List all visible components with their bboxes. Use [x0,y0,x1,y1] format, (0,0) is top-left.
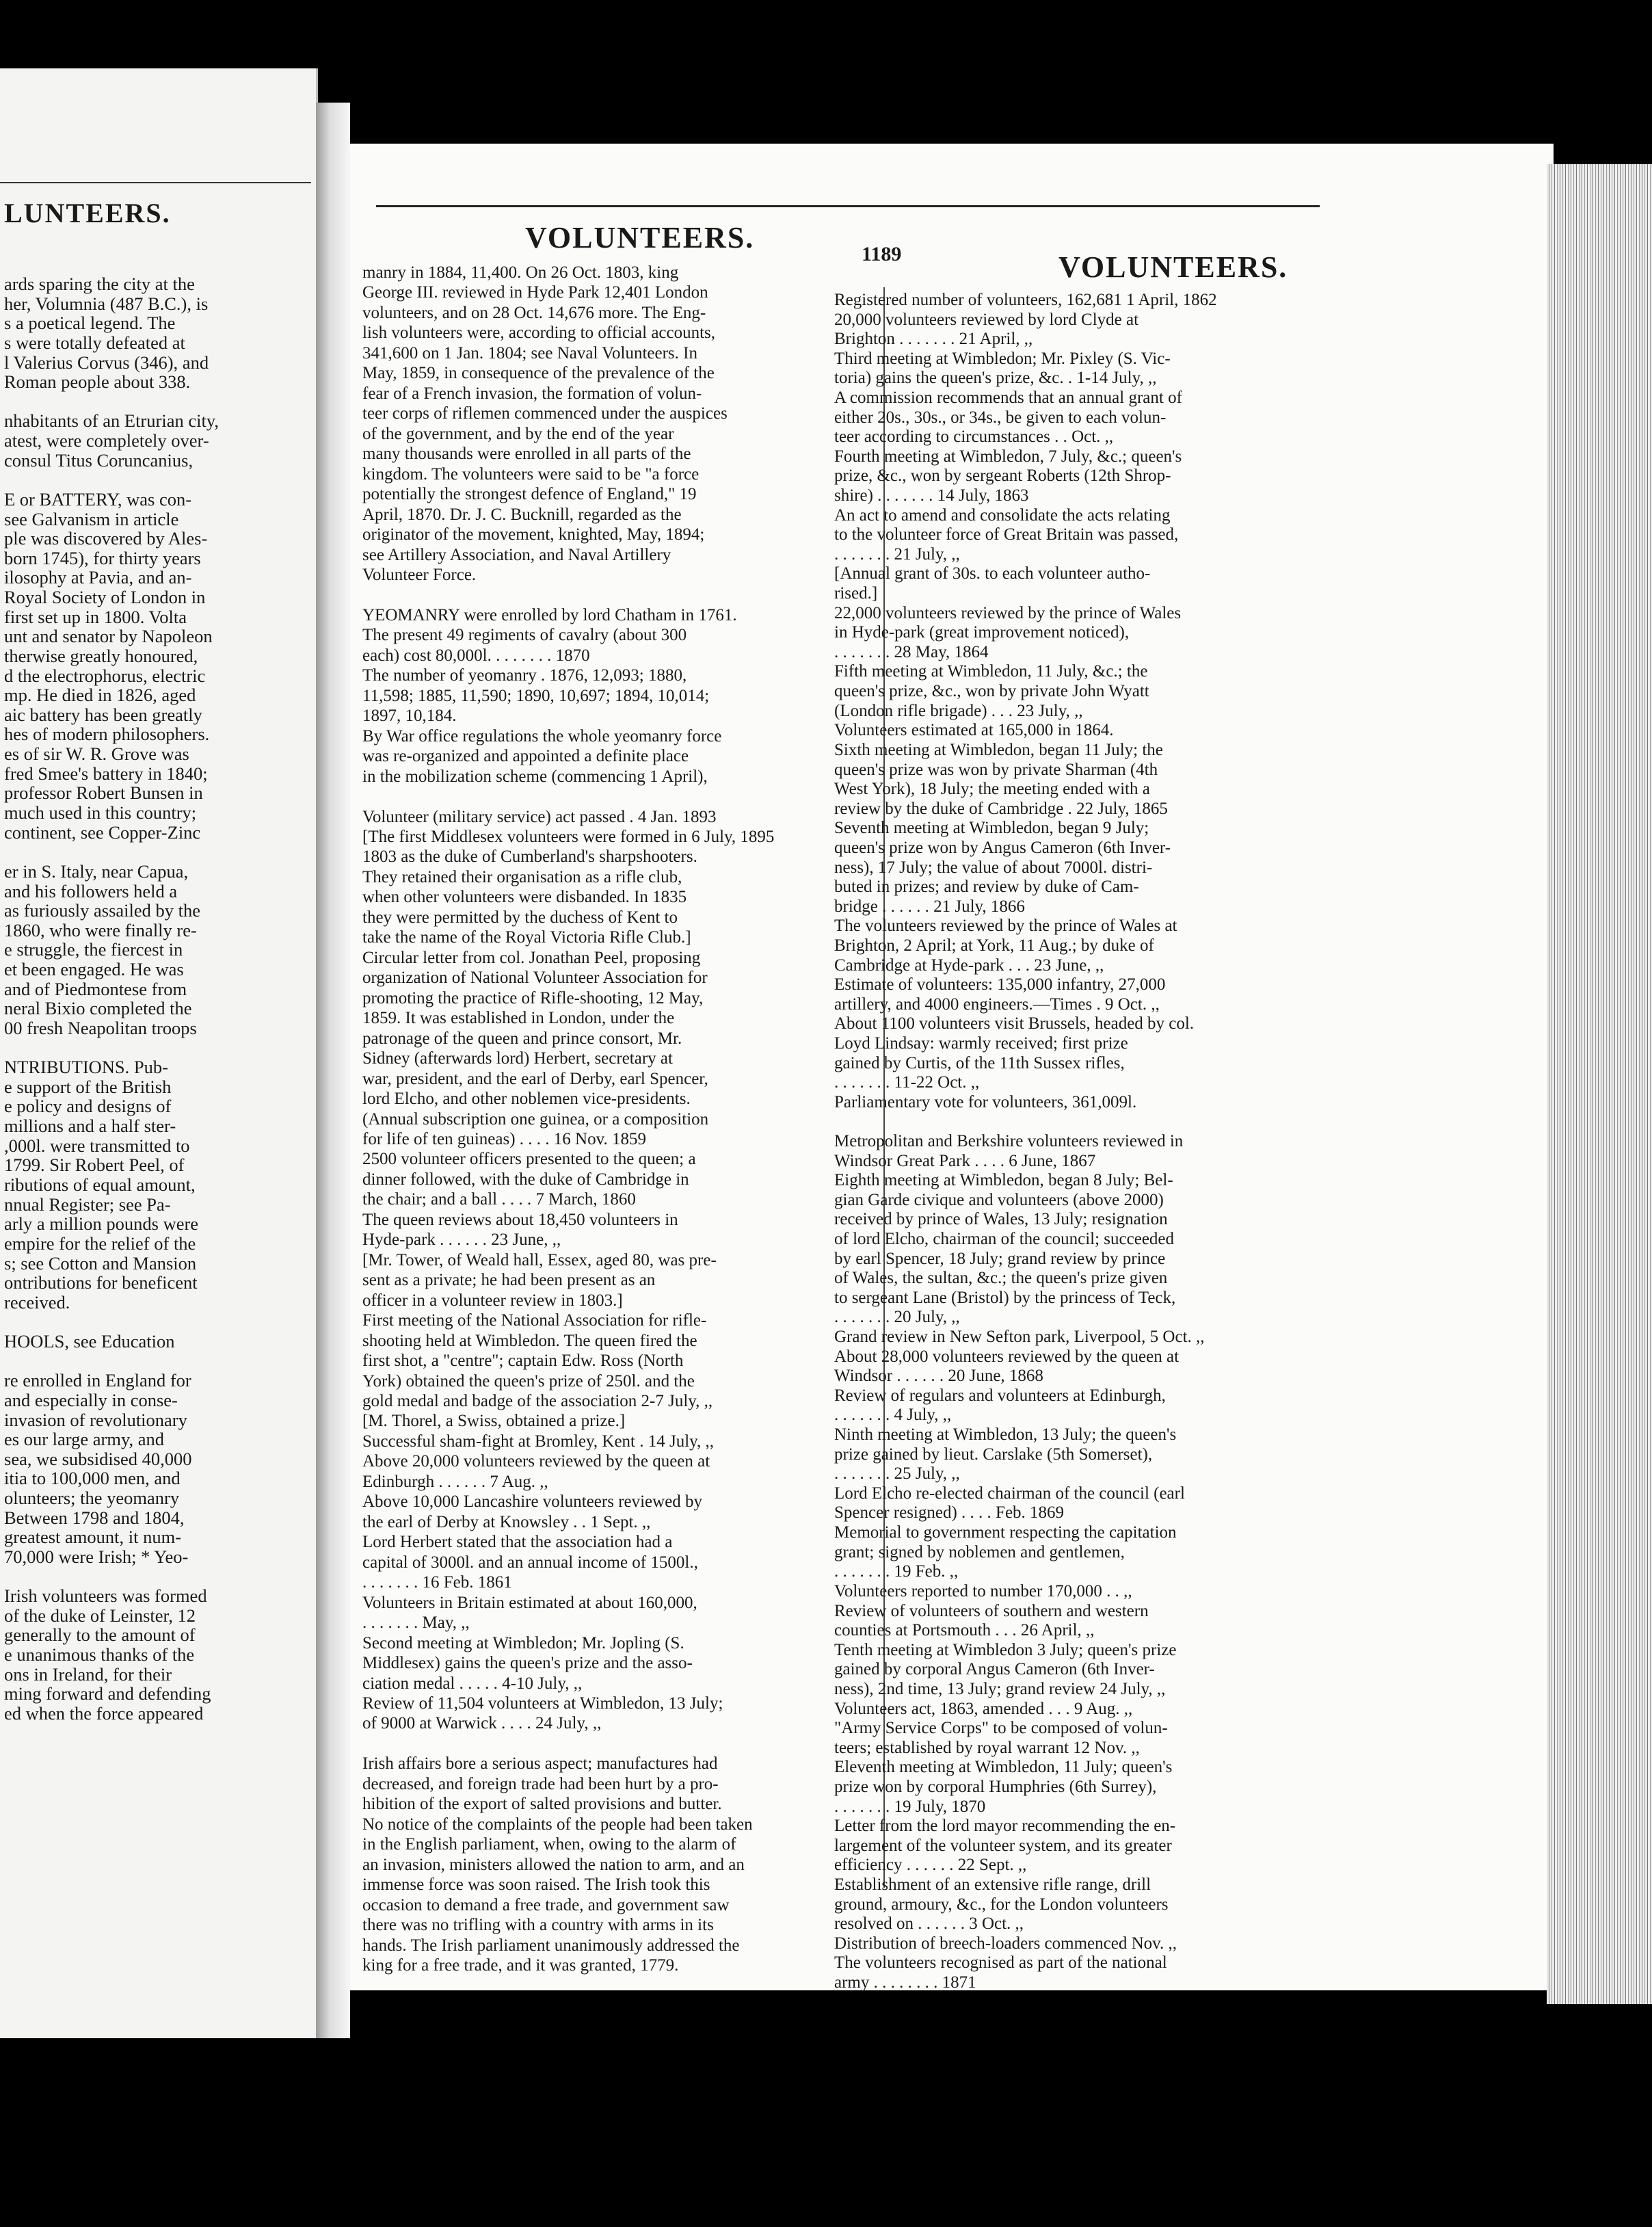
header-rule [376,205,1320,207]
previous-page-line: born 1745), for thirty years [4,547,201,568]
text-line: Edinburgh . . . . . . 7 Aug. ,, [362,1472,548,1491]
text-line: Irish affairs bore a serious aspect; manufactures had [362,1754,718,1774]
previous-page-line: greatest amount, it num- [4,1527,182,1548]
text-line: decreased, and foreign trade had been hurt by a pro- [362,1774,719,1793]
previous-page-line: HOOLS, see Education [4,1331,175,1352]
text-line: Grand review in New Sefton park, Liverpool, 5 Oct. ,, [834,1328,1205,1347]
text-line: occasion to demand a free trade, and government saw [362,1895,730,1914]
text-line: in the English parliament, when, owing to the alarm of [362,1835,736,1854]
text-line: Seventh meeting at Wimbledon, began 9 July; [834,819,1149,838]
text-line: lord Elcho, and other noblemen vice-presidents. [362,1090,691,1109]
previous-page-line: therwise greatly honoured, [4,645,198,666]
text-line: Circular letter from col. Jonathan Peel, proposing [362,948,701,967]
text-line: resolved on . . . . . . 3 Oct. ,, [834,1914,1024,1934]
text-line: . . . . . . . 25 July, ,, [834,1464,960,1484]
previous-page-line: NTRIBUTIONS. Pub- [4,1057,168,1078]
text-line: Establishment of an extensive rifle range, drill [834,1875,1151,1894]
text-line: gained by corporal Angus Cameron (6th Inver- [834,1660,1155,1679]
text-line: there was no trifling with a country with arms in its [362,1916,714,1935]
text-line: 1897, 10,184. [362,707,457,726]
text-line: buted in prizes; and review by duke of Cam- [834,878,1139,897]
text-line: volunteers, and on 28 Oct. 14,676 more. The Eng- [362,303,706,322]
text-line: ness), 2nd time, 13 July; grand review 24 July, ,, [834,1679,1166,1698]
previous-page-line: invasion of revolutionary [4,1409,187,1430]
text-line: Windsor . . . . . . 20 June, 1868 [834,1367,1043,1386]
text-line: an invasion, ministers allowed the nation to arm, and an [362,1855,745,1874]
previous-page-line: ards sparing the city at the [4,274,195,294]
previous-page-line: Irish volunteers was formed [4,1585,207,1607]
text-line: gained by Curtis, of the 11th Sussex rifles, [834,1053,1125,1072]
text-line: Third meeting at Wimbledon; Mr. Pixley (S. Vic- [834,349,1171,368]
previous-page-line: E or BATTERY, was con- [4,488,192,510]
text-line: ground, armoury, &c., for the London volunteers [834,1895,1169,1914]
text-line: gold medal and badge of the association 2-7 July, ,, [362,1392,713,1410]
text-line: By War office regulations the whole yeomanry force [362,726,722,746]
previous-page-line: aic battery has been greatly [4,704,202,725]
text-line: prize won by corporal Humphries (6th Surrey), [834,1777,1157,1796]
page-number: 1189 [862,243,902,265]
text-line: received by prince of Wales, 13 July; resignation [834,1210,1168,1229]
text-line: was re-organized and appointed a definite place [362,747,689,766]
text-line: kingdom. The volunteers were said to be "a force [362,464,700,484]
previous-page-line: mp. He died in 1826, aged [4,685,196,706]
text-line: each) cost 80,000l. . . . . . . . 1870 [362,646,590,665]
text-line: shire) . . . . . . . 14 July, 1863 [834,486,1029,505]
text-line: Eighth meeting at Wimbledon, began 8 July; Bel- [834,1171,1173,1190]
text-line: teer according to circumstances . . Oct. ,, [834,427,1114,447]
previous-page-line: ilosophy at Pavia, and an- [4,567,192,588]
previous-page-line: Roman people about 338. [4,371,191,393]
text-line: review by the duke of Cambridge . 22 July, 1865 [834,799,1168,818]
text-line: Above 10,000 Lancashire volunteers reviewed by [362,1492,703,1512]
text-line: Memorial to government respecting the capitation [834,1523,1177,1542]
text-line: Distribution of breech-loaders commenced Nov. ,, [834,1934,1177,1953]
previous-page-line: ming forward and defending [4,1683,211,1704]
previous-page [0,68,318,2038]
text-line: for life of ten guineas) . . . . 16 Nov. 1859 [362,1129,646,1148]
text-line: Review of regulars and volunteers at Edinburgh, [834,1386,1166,1405]
text-line: 11,598; 1885, 11,590; 1890, 10,697; 1894, 10,014; [362,686,710,705]
text-line: Letter from the lord mayor recommending the en- [834,1817,1176,1836]
text-line: West York), 18 July; the meeting ended with a [834,780,1150,799]
text-line: rised.] [834,584,878,603]
previous-page-line: et been engaged. He was [4,959,184,980]
previous-page-line: much used in this country; [4,802,197,823]
text-line: Metropolitan and Berkshire volunteers reviewed in [834,1132,1184,1150]
previous-page-line: of the duke of Leinster, 12 [4,1605,196,1626]
text-line: . . . . . . . May, ,, [362,1613,470,1633]
text-line: ciation medal . . . . . 4-10 July, ,, [362,1674,583,1693]
previous-page-line: arly a million pounds were [4,1213,199,1235]
text-line: York) obtained the queen's prize of 250l. and the [362,1371,695,1391]
previous-page-line: e unanimous thanks of the [4,1644,195,1665]
text-line: About 28,000 volunteers reviewed by the queen at [834,1347,1180,1366]
book-gutter [316,103,350,2038]
text-line: the earl of Derby at Knowsley . . 1 Sept. ,, [362,1512,651,1531]
previous-page-line: ple was discovered by Ales- [4,528,208,549]
previous-page-line: generally to the amount of [4,1624,196,1646]
previous-page-line: ed when the force appeared [4,1703,204,1724]
text-line: Loyd Lindsay: warmly received; first prize [834,1033,1128,1053]
text-line: queen's prize, &c., won by private John Wyatt [834,682,1149,701]
previous-page-line: 1860, who were finally re- [4,919,197,940]
text-line: manry in 1884, 11,400. On 26 Oct. 1803, king [362,263,679,282]
text-line: hands. The Irish parliament unanimously addressed the [362,1936,740,1955]
text-line: sent as a private; he had been present as an [362,1271,656,1290]
previous-page-line: l Valerius Corvus (346), and [4,352,209,373]
text-line: Registered number of volunteers, 162,681 1 April, 1862 [834,291,1217,309]
text-line: grant; signed by noblemen and gentlemen, [834,1542,1125,1561]
previous-page-line: see Galvanism in article [4,508,179,529]
text-line: Ninth meeting at Wimbledon, 13 July; the queen's [834,1425,1177,1445]
text-line: First meeting of the National Association for rifle- [362,1311,707,1330]
text-line: the chair; and a ball . . . . 7 March, 1860 [362,1190,636,1209]
previous-page-line: and especially in conse- [4,1389,178,1410]
text-line: . . . . . . . 4 July, ,, [834,1406,952,1425]
text-line: efficiency . . . . . . 22 Sept. ,, [834,1856,1027,1875]
text-line: to sergeant Lane (Bristol) by the princess of Teck, [834,1288,1176,1307]
text-line: Cambridge at Hyde-park . . . 23 June, ,, [834,956,1104,975]
text-line: Successful sham-fight at Bromley, Kent . 14 July, ,, [362,1432,715,1451]
text-line: Volunteer (military service) act passed . 4 Jan. 1893 [362,807,717,826]
text-line: About 1100 volunteers visit Brussels, headed by col. [834,1014,1195,1033]
previous-page-line: consul Titus Coruncanius, [4,449,194,471]
text-line: counties at Portsmouth . . . 26 April, ,, [834,1621,1095,1640]
text-line: Above 20,000 volunteers reviewed by the queen at [362,1452,710,1471]
text-line: war, president, and the earl of Derby, earl Spencer, [362,1069,708,1088]
text-line: The volunteers recognised as part of the national [834,1953,1167,1973]
previous-page-line: as furiously assailed by the [4,900,201,921]
text-line: [The first Middlesex volunteers were formed in 6 July, 1895 [362,828,775,846]
previous-page-line: s; see Cotton and Mansion [4,1252,197,1274]
text-line: [Mr. Tower, of Weald hall, Essex, aged 80, was pre- [362,1250,717,1269]
previous-page-line: s a poetical legend. The [4,313,176,334]
text-line: April, 1870. Dr. J. C. Bucknill, regarded as the [362,505,682,524]
text-line: YEOMANRY were enrolled by lord Chatham in 1761. [362,605,737,624]
text-line: George III. reviewed in Hyde Park 12,401 London [362,283,708,302]
text-line: An act to amend and consolidate the acts relating [834,505,1171,525]
text-line: of lord Elcho, chairman of the council; succeeded [834,1230,1175,1249]
text-line: Volunteers reported to number 170,000 . . ,, [834,1581,1132,1600]
text-line: dinner followed, with the duke of Cambridge in [362,1170,689,1189]
text-line: [Annual grant of 30s. to each volunteer autho- [834,564,1151,583]
text-line: to the volunteer force of Great Britain was passed, [834,525,1179,544]
text-line: . . . . . . . 28 May, 1864 [834,642,989,661]
text-line: 22,000 volunteers reviewed by the prince of Wales [834,603,1182,622]
previous-page-line: millions and a half ster- [4,1116,176,1137]
previous-page-line: 00 fresh Neapolitan troops [4,1017,197,1038]
text-line: Second meeting at Wimbledon; Mr. Jopling (S. [362,1633,684,1652]
text-line: teer corps of riflemen commenced under the auspices [362,404,728,423]
text-line: Fourth meeting at Wimbledon, 7 July, &c.; queen's [834,447,1182,466]
text-line: Volunteers in Britain estimated at about 160,000, [362,1593,697,1612]
previous-page-line: e policy and designs of [4,1096,172,1117]
text-line: Fifth meeting at Wimbledon, 11 July, &c.; the [834,662,1148,681]
previous-page-line: 70,000 were Irish; * Yeo- [4,1546,189,1567]
text-line: largement of the volunteer system, and its greater [834,1836,1172,1855]
previous-page-line: es our large army, and [4,1429,164,1450]
text-line: . . . . . . . 19 Feb. ,, [834,1562,959,1581]
previous-page-line: hes of modern philosophers. [4,724,210,745]
previous-page-line: re enrolled in England for [4,1370,191,1391]
text-line: teers; established by royal warrant 12 Nov. ,, [834,1738,1140,1757]
text-line: shooting held at Wimbledon. The queen fired the [362,1331,697,1350]
previous-page-line: ons in Ireland, for their [4,1663,172,1685]
text-line: Spencer resigned) . . . . Feb. 1869 [834,1503,1065,1523]
previous-page-line: olunteers; the yeomanry [4,1488,180,1509]
text-line: Hyde-park . . . . . . 23 June, ,, [362,1230,561,1250]
text-line: ness), 17 July; the value of about 7000l. distri- [834,858,1153,877]
text-line: army . . . . . . . . 1871 [834,1973,976,1992]
text-line: 341,600 on 1 Jan. 1804; see Naval Volunteers. In [362,343,697,363]
text-line: first shot, a "centre"; captain Edw. Ross (North [362,1352,684,1371]
text-line: prize gained by lieut. Carslake (5th Somerset), [834,1445,1153,1464]
text-line: . . . . . . . 16 Feb. 1861 [362,1573,512,1592]
text-line: The present 49 regiments of cavalry (about 300 [362,626,687,645]
text-line: The queen reviews about 18,450 volunteers in [362,1210,678,1229]
previous-page-line: continent, see Copper-Zinc [4,821,201,843]
text-line: Volunteers act, 1863, amended . . . 9 Aug. ,, [834,1699,1133,1718]
text-line: by earl Spencer, 18 July; grand review by prince [834,1249,1166,1268]
previous-page-line: and his followers held a [4,880,178,901]
text-line: fear of a French invasion, the formation of volun- [362,384,702,403]
text-line: many thousands were enrolled in all parts of the [362,445,691,464]
text-line: Tenth meeting at Wimbledon 3 July; queen's prize [834,1640,1177,1659]
text-line: of the government, and by the end of the year [362,424,674,443]
text-line: artillery, and 4000 engineers.—Times . 9 Oct. ,, [834,994,1160,1014]
previous-page-line: and of Piedmontese from [4,978,187,999]
text-line: 1859. It was established in London, under the [362,1009,675,1028]
previous-page-line: her, Volumnia (487 B.C.), is [4,293,209,314]
text-line: . . . . . . . 20 July, ,, [834,1308,960,1327]
previous-page-line: fred Smee's battery in 1840; [4,763,208,784]
previous-page-line: Royal Society of London in [4,587,206,608]
text-line: "Army Service Corps" to be composed of volun- [834,1719,1168,1738]
running-head-right: VOLUNTEERS. [1058,250,1288,284]
text-line: bridge . . . . . . 21 July, 1866 [834,897,1025,916]
previous-page-heading: LUNTEERS. [4,198,171,228]
text-line: Review of volunteers of southern and western [834,1601,1149,1620]
previous-page-line: ributions of equal amount, [4,1174,196,1195]
text-line: when other volunteers were disbanded. In 1835 [362,888,687,907]
text-line: They retained their organisation as a rifle club, [362,867,682,886]
text-line: patronage of the queen and prince consort, Mr. [362,1029,682,1048]
previous-page-line: unt and senator by Napoleon [4,626,213,647]
text-line: A commission recommends that an annual grant of [834,388,1182,408]
text-line: capital of 3000l. and an annual income of 1500l., [362,1553,698,1572]
text-line: lish volunteers were, according to official accounts, [362,324,716,343]
previous-page-line: e struggle, the fiercest in [4,939,183,960]
text-line: gian Garde civique and volunteers (above 2000) [834,1190,1164,1209]
text-line: queen's prize was won by private Sharman (4th [834,760,1158,779]
text-line: Volunteer Force. [362,565,477,584]
text-line: either 20s., 30s., or 34s., be given to each volun- [834,408,1167,427]
previous-page-line: sea, we subsidised 40,000 [4,1448,192,1469]
text-line: 2500 volunteer officers presented to the queen; a [362,1150,696,1169]
text-line: of Wales, the sultan, &c.; the queen's prize given [834,1269,1168,1288]
previous-page-line: atest, were completely over- [4,430,209,451]
previous-page-line: ,000l. were transmitted to [4,1135,190,1156]
previous-page-line: nhabitants of an Etrurian city, [4,410,219,432]
previous-page-line: Between 1798 and 1804, [4,1507,185,1528]
text-line: The volunteers reviewed by the prince of Wales at [834,917,1177,936]
text-line: Sidney (afterwards lord) Herbert, secretary at [362,1049,673,1068]
previous-page-line: s were totally defeated at [4,332,185,353]
text-line: (London rifle brigade) . . . 23 July, ,, [834,701,1083,720]
text-line: in the mobilization scheme (commencing 1 April), [362,767,708,786]
text-line: 1803 as the duke of Cumberland's sharpshooters. [362,847,697,867]
text-line: . . . . . . . 19 July, 1870 [834,1797,986,1816]
running-head-left: VOLUNTEERS. [525,221,755,254]
previous-page-line: received. [4,1291,70,1313]
text-line: . . . . . . . 11-22 Oct. ,, [834,1073,980,1092]
previous-page-line: itia to 100,000 men, and [4,1468,181,1489]
text-line: The number of yeomanry . 1876, 12,093; 1880, [362,666,687,685]
text-line: May, 1859, in consequence of the prevalence of the [362,364,715,383]
previous-page-line: nnual Register; see Pa- [4,1194,171,1215]
text-line: king for a free trade, and it was granted, 1779. [362,1956,679,1975]
page-edges [1547,164,1652,2004]
text-line: Review of 11,504 volunteers at Wimbledon, 13 July; [362,1694,723,1713]
previous-page-line: professor Robert Bunsen in [4,782,203,804]
previous-page-line: 1799. Sir Robert Peel, of [4,1155,185,1176]
text-line: immense force was soon raised. The Irish took this [362,1875,710,1895]
previous-page-rule [0,182,311,183]
text-line: Parliamentary vote for volunteers, 361,009l. [834,1092,1137,1111]
text-line: of 9000 at Warwick . . . . 24 July, ,, [362,1714,602,1733]
text-line: . . . . . . . 21 July, ,, [834,544,960,564]
previous-page-line: er in S. Italy, near Capua, [4,860,189,882]
text-line: prize, &c., won by sergeant Roberts (12th Shrop- [834,466,1171,486]
previous-page-line: first set up in 1800. Volta [4,606,187,627]
text-line: [M. Thorel, a Swiss, obtained a prize.] [362,1412,626,1431]
text-line: promoting the practice of Rifle-shooting, 12 May, [362,988,704,1007]
previous-page-line: es of sir W. R. Grove was [4,743,189,765]
text-line: Windsor Great Park . . . . 6 June, 1867 [834,1151,1096,1170]
previous-page-line: e support of the British [4,1076,172,1097]
previous-page-line: neral Bixio completed the [4,998,192,1019]
text-line: organization of National Volunteer Association for [362,968,708,988]
text-line: see Artillery Association, and Naval Artillery [362,545,671,564]
text-line: queen's prize won by Angus Cameron (6th Inver- [834,838,1171,857]
text-line: officer in a volunteer review in 1803.] [362,1291,623,1310]
text-line: Brighton . . . . . . . 21 April, ,, [834,330,1033,349]
text-line: they were permitted by the duchess of Kent to [362,908,678,927]
text-line: Volunteers estimated at 165,000 in 1864. [834,721,1114,740]
text-line: Brighton, 2 April; at York, 11 Aug.; by duke of [834,936,1154,955]
text-line: Sixth meeting at Wimbledon, began 11 July; the [834,740,1163,759]
text-line: originator of the movement, knighted, May, 1894; [362,525,705,544]
text-line: toria) gains the queen's prize, &c. . 1-14 July, ,, [834,369,1157,388]
text-line: in Hyde-park (great improvement noticed), [834,623,1130,642]
text-line: Middlesex) gains the queen's prize and the asso- [362,1654,693,1673]
previous-page-line: d the electrophorus, electric [4,665,206,686]
text-line: Lord Elcho re-elected chairman of the council (earl [834,1484,1185,1503]
text-line: Estimate of volunteers: 135,000 infantry, 27,000 [834,975,1166,994]
previous-page-line: ontributions for beneficent [4,1272,198,1293]
text-line: take the name of the Royal Victoria Rifle Club.] [362,928,691,947]
text-line: 20,000 volunteers reviewed by lord Clyde at [834,310,1139,329]
previous-page-line: empire for the relief of the [4,1233,196,1254]
text-line: Eleventh meeting at Wimbledon, 11 July; queen's [834,1758,1173,1777]
text-line: Lord Herbert stated that the association had a [362,1533,673,1552]
text-line: hibition of the export of salted provisions and butter. [362,1795,722,1814]
text-line: (Annual subscription one guinea, or a composition [362,1109,709,1129]
text-line: No notice of the complaints of the people had been taken [362,1815,753,1834]
text-line: potentially the strongest defence of England," 19 [362,485,697,504]
